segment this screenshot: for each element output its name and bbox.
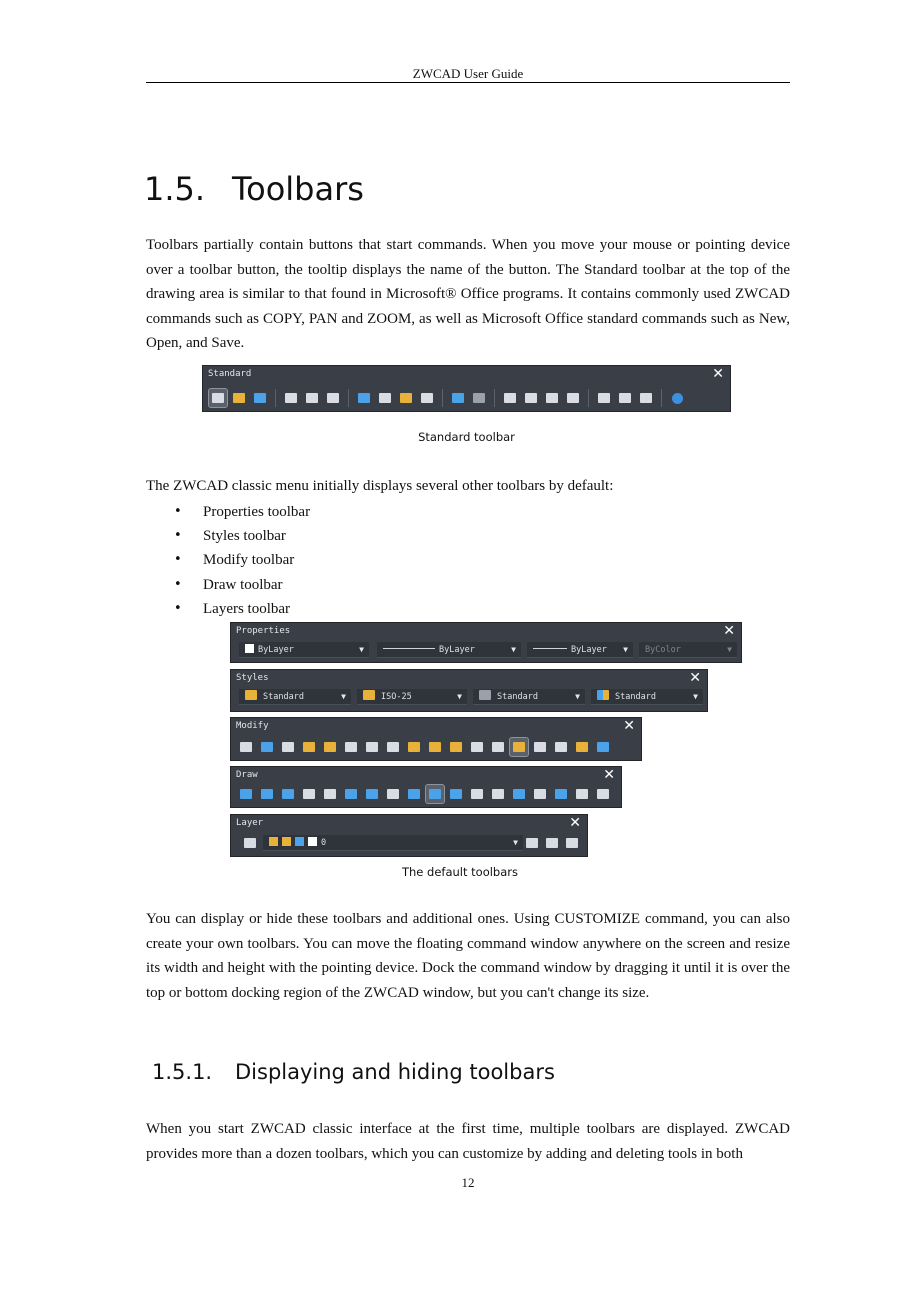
table-style-icon: [479, 690, 491, 700]
subsection-heading: [152, 1060, 555, 1084]
construction-line-icon[interactable]: [258, 785, 276, 803]
chevron-down-icon: ▼: [693, 692, 698, 701]
subsection-paragraph: When you start ZWCAD classic interface at the first time, multiple toolbars are displayed. ZWCAD provides more than a dozen toolbars, which you can customize by adding and deleting tools in both: [146, 1121, 790, 1162]
layer-color-swatch: [308, 837, 317, 846]
ellipse-icon[interactable]: [426, 785, 444, 803]
header-rule: [146, 82, 790, 83]
fillet-icon[interactable]: [552, 738, 570, 756]
layer-freeze-icon: [282, 837, 291, 846]
move-icon[interactable]: [342, 738, 360, 756]
separator: [588, 389, 589, 407]
running-header: ZWCAD User Guide: [412, 66, 524, 81]
dim-style-icon: [363, 690, 375, 700]
line-icon[interactable]: [237, 785, 255, 803]
styles-toolbar-title: Styles: [236, 673, 269, 683]
zoom-window-icon[interactable]: [543, 389, 561, 407]
list-item: • Styles toolbar: [174, 524, 310, 548]
list-item: • Draw toolbar: [174, 573, 310, 597]
lineweight-dropdown[interactable]: [527, 642, 633, 658]
subsection-title: Displaying and hiding toolbars: [235, 1060, 555, 1084]
text-style-dropdown[interactable]: [239, 689, 351, 705]
section-title: Toolbars: [232, 170, 364, 208]
new-icon[interactable]: [209, 389, 227, 407]
chevron-down-icon: ▼: [359, 645, 364, 654]
separator: [442, 389, 443, 407]
redo-icon[interactable]: [470, 389, 488, 407]
customize-paragraph: You can display or hide these toolbars and additional ones. Using CUSTOMIZE command, you can also create your own toolbars. You can move the floating command window anywhere on the screen and resize its width and height with the pointing device. Dock the command window by dragging it until it is over the top or bottom docking region of the ZWCAD window, but you can't change its size.: [146, 911, 790, 1001]
table-style-dropdown[interactable]: [473, 689, 585, 705]
plotstyle-dropdown[interactable]: [639, 642, 737, 658]
table-style-value: Standard: [497, 692, 538, 702]
polyline-icon[interactable]: [279, 785, 297, 803]
design-center-icon[interactable]: [616, 389, 634, 407]
spline-icon[interactable]: [405, 785, 423, 803]
erase-icon[interactable]: [237, 738, 255, 756]
chevron-down-icon: ▼: [513, 838, 518, 847]
chevron-down-icon: ▼: [727, 645, 732, 654]
lineweight-sample: [533, 648, 567, 649]
properties-palette-icon[interactable]: [595, 389, 613, 407]
zoom-previous-icon[interactable]: [564, 389, 582, 407]
multileader-style-value: Standard: [615, 692, 656, 702]
close-icon[interactable]: ✕: [723, 623, 735, 639]
color-value: ByLayer: [258, 645, 294, 655]
modify-toolbar-buttons: [237, 738, 612, 756]
standard-toolbar-caption: Standard toolbar: [418, 430, 515, 444]
defaults-intro: The ZWCAD classic menu initially displays several other toolbars by default:: [146, 478, 614, 494]
multileader-style-icon: [597, 690, 609, 700]
offset-icon[interactable]: [300, 738, 318, 756]
pan-icon[interactable]: [501, 389, 519, 407]
layer-dropdown[interactable]: [263, 835, 523, 851]
close-icon[interactable]: ✕: [623, 718, 635, 734]
hatch-icon[interactable]: [531, 785, 549, 803]
chevron-down-icon: ▼: [341, 692, 346, 701]
rotate-icon[interactable]: [363, 738, 381, 756]
multiline-text-icon[interactable]: [594, 785, 612, 803]
default-toolbars-list: [174, 500, 310, 621]
linetype-value: ByLayer: [439, 645, 475, 655]
revision-cloud-icon[interactable]: [384, 785, 402, 803]
mirror-icon[interactable]: [279, 738, 297, 756]
close-icon[interactable]: ✕: [712, 366, 724, 382]
trim-icon[interactable]: [426, 738, 444, 756]
text-style-value: Standard: [263, 692, 304, 702]
print-preview-icon[interactable]: [303, 389, 321, 407]
layer-states-icon[interactable]: [563, 834, 581, 852]
region-icon[interactable]: [552, 785, 570, 803]
properties-toolbar[interactable]: [230, 622, 742, 663]
layer-on-icon: [269, 837, 278, 846]
copy-object-icon[interactable]: [258, 738, 276, 756]
copy-icon[interactable]: [376, 389, 394, 407]
publish-icon[interactable]: [324, 389, 342, 407]
arc-icon[interactable]: [342, 785, 360, 803]
default-toolbars-caption: The default toolbars: [401, 865, 518, 879]
intro-paragraph: Toolbars partially contain buttons that start commands. When you move your mouse or pointing device over a toolbar button, the tooltip displays the name of the button. The Standard toolbar at the top of the drawing area is similar to that found in Microsoft® Office programs. It contains commonly used ZWCAD commands such as COPY, PAN and ZOOM, as well as Microsoft Office standard commands such as New, Open, and Save.: [146, 237, 790, 351]
separator: [348, 389, 349, 407]
break-icon[interactable]: [489, 738, 507, 756]
standard-toolbar-title: Standard: [208, 369, 252, 379]
point-icon[interactable]: [510, 785, 528, 803]
help-icon[interactable]: [668, 389, 686, 407]
join-icon[interactable]: [510, 738, 528, 756]
list-item: • Properties toolbar: [174, 500, 310, 524]
separator: [661, 389, 662, 407]
current-layer-value: 0: [321, 838, 327, 848]
linetype-sample: [383, 648, 435, 649]
lineweight-value: ByLayer: [571, 645, 607, 655]
ellipse-arc-icon[interactable]: [447, 785, 465, 803]
explode-icon[interactable]: [573, 738, 591, 756]
insert-block-icon[interactable]: [468, 785, 486, 803]
styles-toolbar[interactable]: [230, 669, 708, 712]
dim-style-value: ISO-25: [381, 692, 412, 702]
draw-toolbar[interactable]: [230, 766, 622, 808]
make-block-icon[interactable]: [489, 785, 507, 803]
make-object-layer-current-icon[interactable]: [523, 834, 541, 852]
close-icon[interactable]: ✕: [689, 670, 701, 686]
extend-icon[interactable]: [447, 738, 465, 756]
color-dropdown[interactable]: [239, 642, 369, 658]
multileader-style-dropdown[interactable]: [591, 689, 703, 705]
close-icon[interactable]: ✕: [569, 815, 581, 831]
dim-style-dropdown[interactable]: [357, 689, 467, 705]
circle-icon[interactable]: [363, 785, 381, 803]
modify-toolbar-title: Modify: [236, 721, 269, 731]
subsection-number: 1.5.1.: [152, 1060, 213, 1084]
modify-toolbar[interactable]: [230, 717, 642, 761]
page-number: 12: [461, 1175, 475, 1190]
undo-icon[interactable]: [449, 389, 467, 407]
polygon-icon[interactable]: [300, 785, 318, 803]
layer-lock-icon: [295, 837, 304, 846]
layer-toolbar[interactable]: [230, 814, 588, 857]
separator: [275, 389, 276, 407]
chevron-down-icon: ▼: [457, 692, 462, 701]
section-heading: [144, 170, 364, 208]
standard-toolbar-buttons: [209, 389, 686, 407]
linetype-dropdown[interactable]: [377, 642, 521, 658]
layer-previous-icon[interactable]: [543, 834, 561, 852]
properties-toolbar-title: Properties: [236, 626, 291, 636]
save-icon[interactable]: [251, 389, 269, 407]
list-item: • Layers toolbar: [174, 597, 310, 621]
chevron-down-icon: ▼: [575, 692, 580, 701]
draw-toolbar-buttons: [237, 785, 612, 803]
chevron-down-icon: ▼: [511, 645, 516, 654]
separator: [494, 389, 495, 407]
standard-toolbar[interactable]: [202, 365, 731, 412]
zoom-realtime-icon[interactable]: [522, 389, 540, 407]
layer-toolbar-title: Layer: [236, 818, 264, 828]
paste-icon[interactable]: [397, 389, 415, 407]
print-icon[interactable]: [282, 389, 300, 407]
scale-icon[interactable]: [384, 738, 402, 756]
tool-palette-icon[interactable]: [637, 389, 655, 407]
chamfer-icon[interactable]: [531, 738, 549, 756]
array-icon[interactable]: [321, 738, 339, 756]
list-item: • Modify toolbar: [174, 548, 310, 572]
text-style-icon: [245, 690, 257, 700]
draw-toolbar-title: Draw: [236, 770, 258, 780]
open-icon[interactable]: [230, 389, 248, 407]
plotstyle-value: ByColor: [645, 645, 681, 655]
chevron-down-icon: ▼: [623, 645, 628, 654]
stretch-icon[interactable]: [405, 738, 423, 756]
break-at-point-icon[interactable]: [468, 738, 486, 756]
edit-polyline-icon[interactable]: [594, 738, 612, 756]
color-swatch: [245, 644, 254, 653]
close-icon[interactable]: ✕: [603, 767, 615, 783]
table-icon[interactable]: [573, 785, 591, 803]
match-properties-icon[interactable]: [418, 389, 436, 407]
cut-icon[interactable]: [355, 389, 373, 407]
section-number: 1.5.: [144, 170, 206, 208]
rectangle-icon[interactable]: [321, 785, 339, 803]
layer-manager-icon[interactable]: [241, 834, 259, 852]
